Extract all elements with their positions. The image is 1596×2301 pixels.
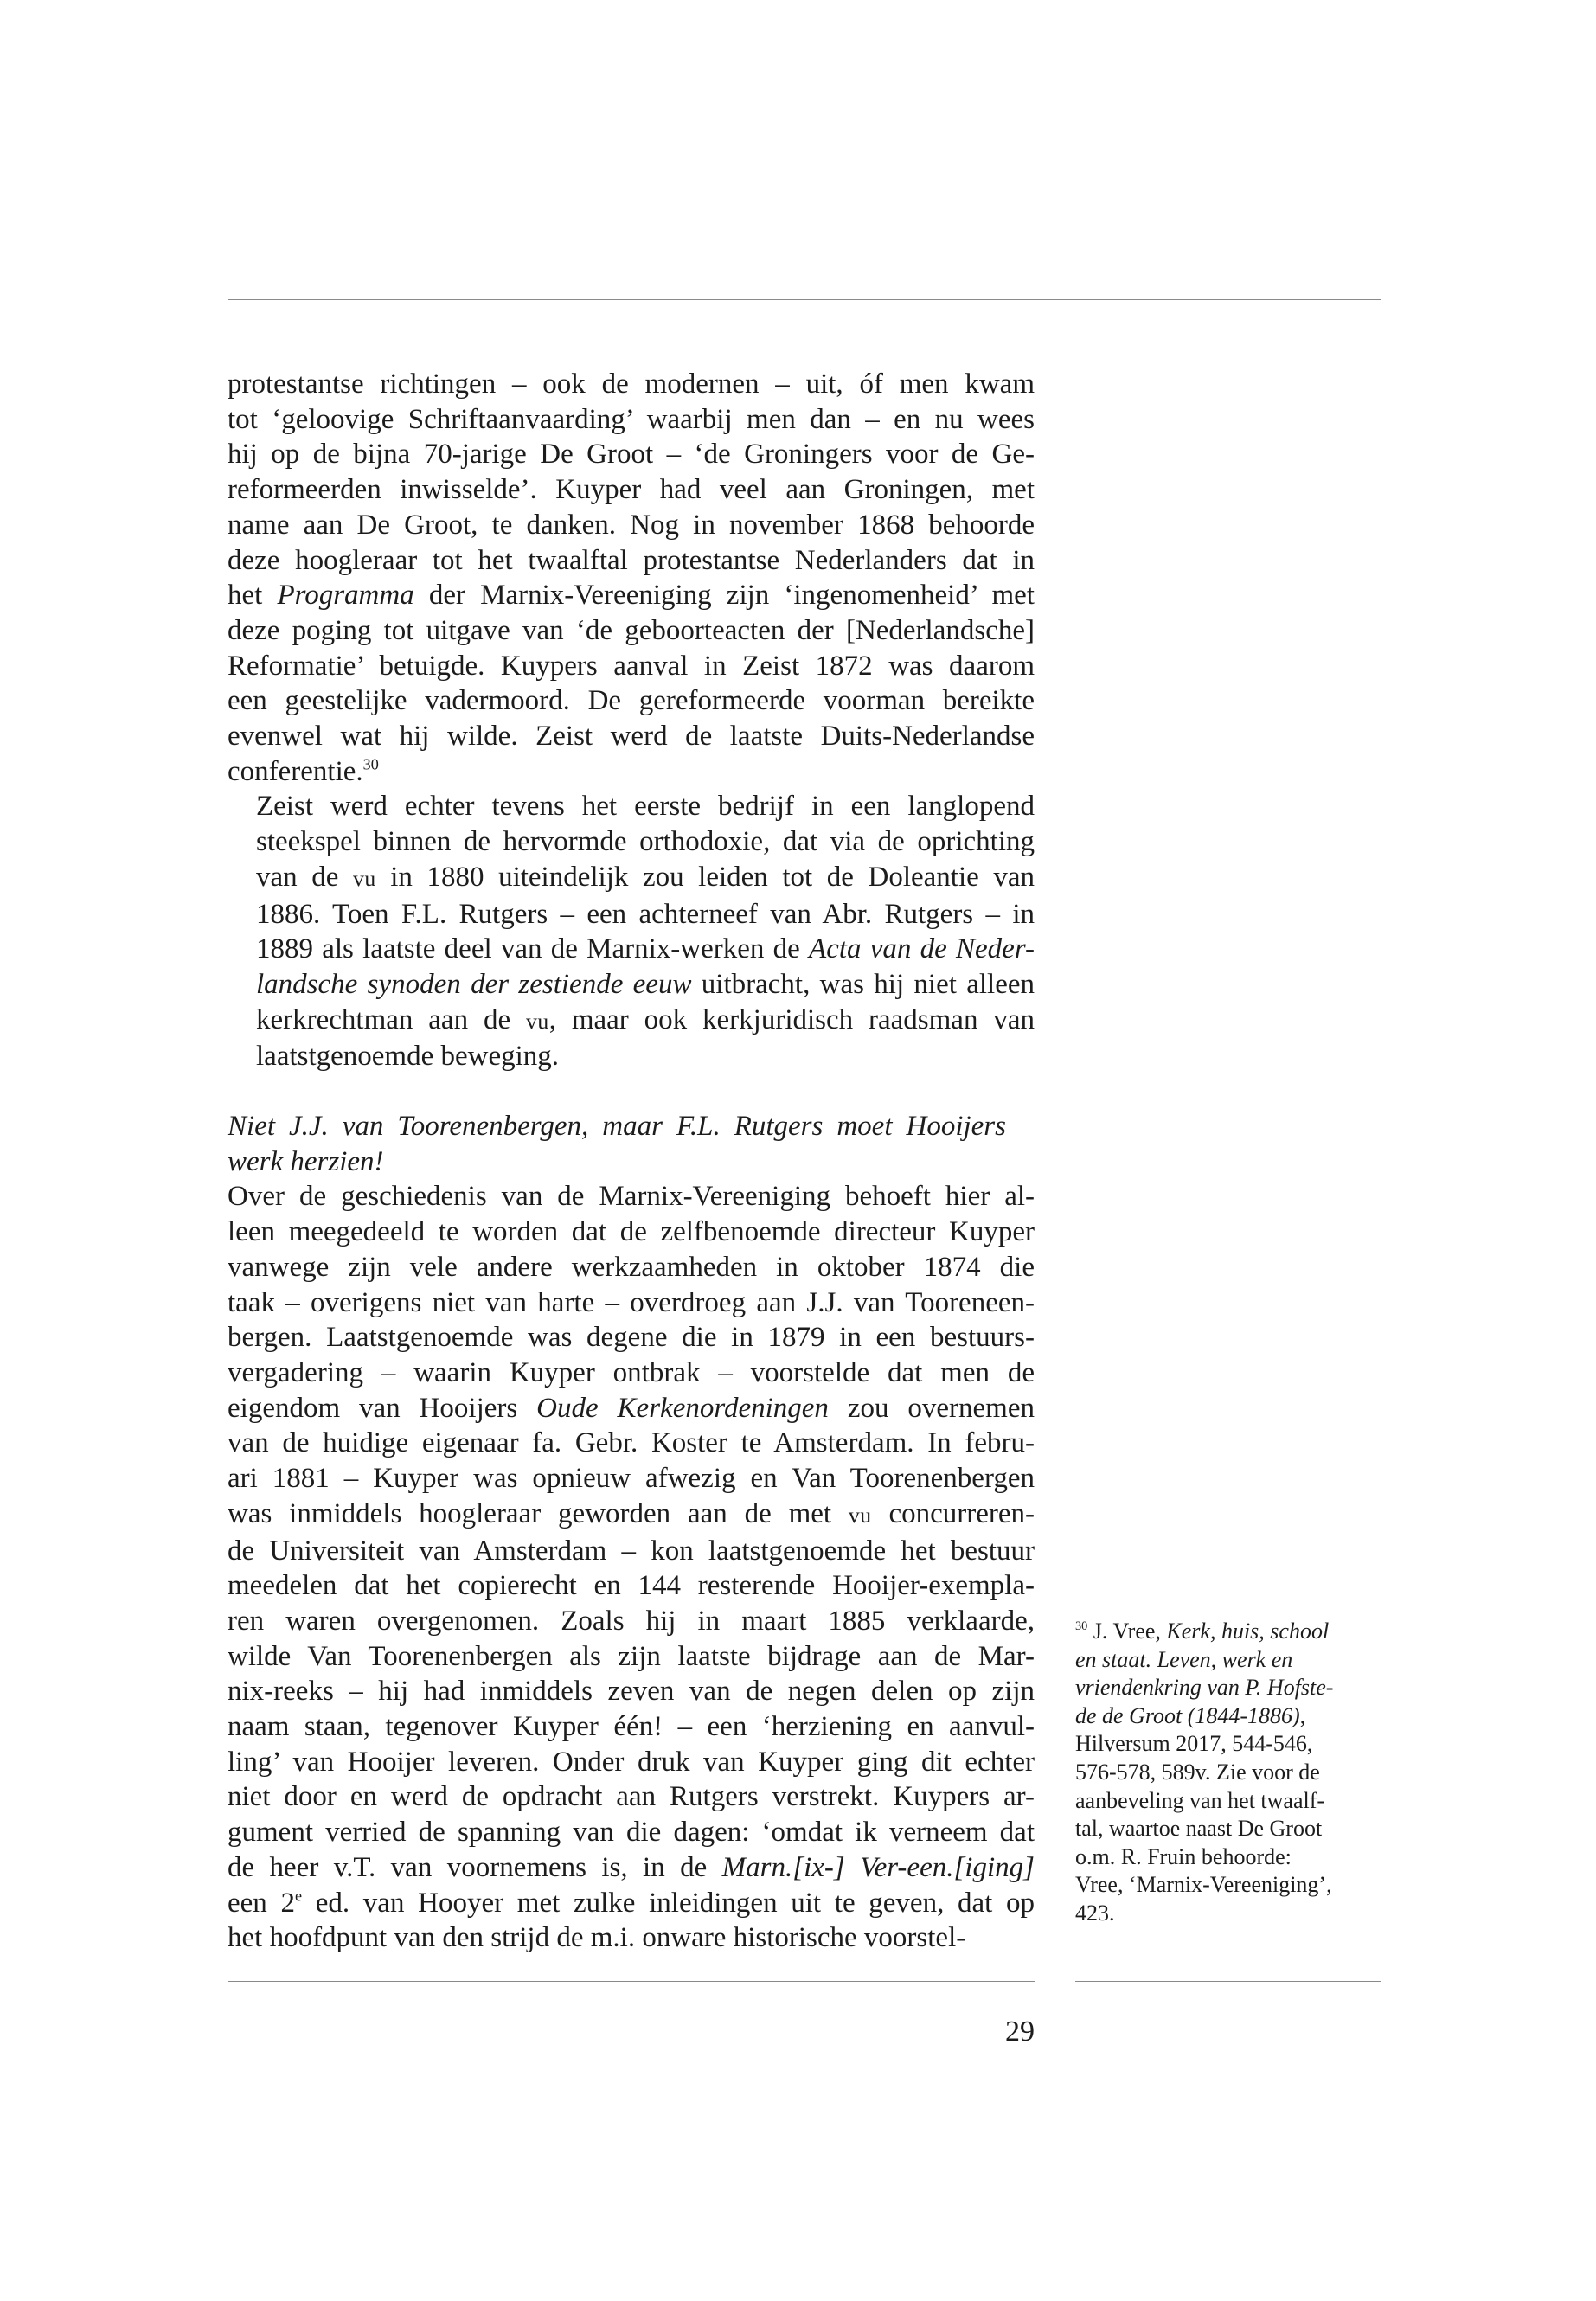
text-line: meedelen dat het copierecht en 144 resterende Hooijer-exempla- [228,1570,1035,1602]
text-line: een 2e ed. van Hooyer met zulke inleidingen uit te geven, dat op [228,1886,1035,1919]
text-line: kerkrechtman aan de vu, maar ook kerkjuridisch raadsman van [256,1003,1035,1035]
text-line [1075,1646,1374,1675]
text-line: 423. [1075,1900,1115,1926]
text-line: ling’ van Hooijer leveren. Onder druk van Kuyper ging dit echter [228,1746,1035,1778]
text-line: deze hoogleraar tot het twaalftal protestantse Nederlanders dat in [228,544,1035,576]
text-line: Over de geschiedenis van de Marnix-Vereeniging behoeft hier al- [228,1181,1035,1213]
footnote-30 [1075,1618,1374,1928]
text-line: 576-578, 589v. Zie voor de [1075,1759,1320,1785]
text-line: leen meegedeeld te worden dat de zelfbenoemde directeur Kuyper [228,1216,1035,1248]
text-line: 1886. Toen F.L. Rutgers – een achterneef van Abr. Rutgers – in [256,898,1035,930]
text-line: $^{30}$ J. Vree, Kerk, huis, school [1075,1618,1330,1644]
footnote-marker: 30 [362,755,379,773]
text-line: Vree, ‘Marnix-Vereeniging’, [1075,1872,1332,1898]
text-line: ari 1881 – Kuyper was opnieuw afwezig en Van Toorenenbergen [228,1463,1035,1495]
footnote-marker: e [294,1886,303,1904]
header-rule [228,299,1381,300]
small-caps-text: vu [352,865,376,891]
text-line [1075,1674,1374,1702]
small-caps-text: vu [525,1008,549,1034]
text-line: aanbeveling van het twaalf- [1075,1787,1325,1813]
italic-text: vriendenkring van P. Hofste- [1075,1675,1334,1701]
text-line: taak – overigens niet van harte – overdroeg aan J.J. van Tooreneen- [228,1286,1035,1318]
text-line: het Programma der Marnix-Vereeniging zijn ‘ingenomenheid’ met [228,580,1035,612]
page-number: 29 [1005,2016,1035,2048]
text-line: nix-reeks – hij had inmiddels zeven van de negen delen op zijn [228,1676,1035,1708]
text-line: het hoofdpunt van den strijd de m.i. onware historische voorstel- [228,1922,966,1954]
italic-text: Kerk, huis, school [1166,1618,1330,1644]
text-line: van de huidige eigenaar fa. Gebr. Koster te Amsterdam. In febru- [228,1427,1035,1459]
text-line: tal, waartoe naast De Groot [1075,1816,1323,1842]
footer-rule-main [228,1981,1035,1982]
text-line: reformeerden inwisselde’. Kuyper had veel aan Groningen, met [228,474,1035,506]
italic-text: landsche synoden der zestiende eeuw [256,968,692,1000]
italic-text: de de Groot (1844-1886) [1075,1702,1300,1728]
text-line: hij op de bijna 70-jarige De Groot – ‘de Groningers voor de Ge- [228,439,1035,471]
section-heading [228,1109,1006,1179]
text-line: vanwege zijn vele andere werkzaamheden in oktober 1874 die [228,1251,1035,1283]
text-line: evenwel wat hij wilde. Zeist werd de laatste Duits-Nederlandse [228,721,1035,753]
text-line: tot ‘geloovige Schriftaanvaarding’ waarbij men dan – en nu wees [228,403,1035,435]
text-line: deze poging tot uitgave van ‘de geboorteacten der [Nederlandsche] [228,614,1035,646]
text-line: protestantse richtingen – ook de modernen – uit, óf men kwam [228,369,1035,400]
text-line: niet door en werd de opdracht aan Rutgers verstrekt. Kuypers ar- [228,1781,1035,1813]
small-caps-text: vu [848,1502,872,1528]
text-line: was inmiddels hoogleraar geworden aan de met vu concurreren- [228,1497,1035,1529]
text-line: o.m. R. Fruin behoorde: [1075,1843,1292,1869]
text-line: een geestelijke vadermoord. De gereformeerde voorman bereikte [228,685,1035,717]
text-line: vergadering – waarin Kuyper ontbrak – voorstelde dat men de [228,1356,1035,1388]
text-line: name aan De Groot, te danken. Nog in november 1868 behoorde [228,509,1035,541]
text-line: de de Groot (1844-1886), [1075,1702,1306,1728]
italic-text: en staat. Leven, werk en [1075,1646,1293,1672]
body-paragraph-3 [228,1179,1035,1955]
text-line: de Universiteit van Amsterdam – kon laatstgenoemde het bestuur [228,1535,1035,1567]
text-line: bergen. Laatstgenoemde was degene die in 1879 in een bestuurs- [228,1322,1035,1354]
body-paragraph-2 [228,789,1035,1074]
text-line: laatstgenoemde beweging. [256,1041,560,1073]
text-line: conferentie.$^{30}$ [228,755,379,787]
italic-text: Programma [277,580,414,612]
text-line: de heer v.T. van voornemens is, in de Marn.[ix-] Ver-een.[iging] [228,1851,1035,1883]
text-line: van de vu in 1880 uiteindelijk zou leiden tot de Doleantie van [256,861,1035,893]
text-line: Hilversum 2017, 544-546, [1075,1731,1313,1757]
footer-rule-side [1075,1981,1381,1982]
italic-text: Oude Kerkenordeningen [536,1392,829,1424]
text-line: 1889 als laatste deel van de Marnix-werken de Acta van de Neder- [256,933,1035,965]
main-text-column [228,367,1035,1956]
text-line: ren waren overgenomen. Zoals hij in maart 1885 verklaarde, [228,1605,1035,1637]
body-paragraph-1 [228,367,1035,789]
footnote-marker: 30 [1075,1619,1088,1633]
italic-text: Marn.[ix-] Ver-een.[iging] [721,1851,1035,1883]
text-line: Zeist werd echter tevens het eerste bedrijf in een langlopend [256,791,1035,823]
text-line: gument verried de spanning van die dagen: ‘omdat ik verneem dat [228,1817,1035,1849]
text-line: Niet J.J. van Toorenenbergen, maar F.L. Rutgers moet Hooijers [228,1111,1006,1143]
text-line: werk herzien! [228,1145,384,1177]
text-line: steekspel binnen de hervormde orthodoxie, dat via de oprichting [256,826,1035,858]
text-line: Reformatie’ betuigde. Kuypers aanval in Zeist 1872 was daarom [228,650,1035,682]
text-line: landsche synoden der zestiende eeuw uitbracht, was hij niet alleen [256,968,1035,1000]
text-line: naam staan, tegenover Kuyper één! – een ‘herziening en aanvul- [228,1711,1035,1743]
italic-text: Acta van de Neder- [809,933,1035,965]
text-line: wilde Van Toorenenbergen als zijn laatste bijdrage aan de Mar- [228,1640,1035,1672]
text-line: eigendom van Hooijers Oude Kerkenordeningen zou overnemen [228,1392,1035,1424]
